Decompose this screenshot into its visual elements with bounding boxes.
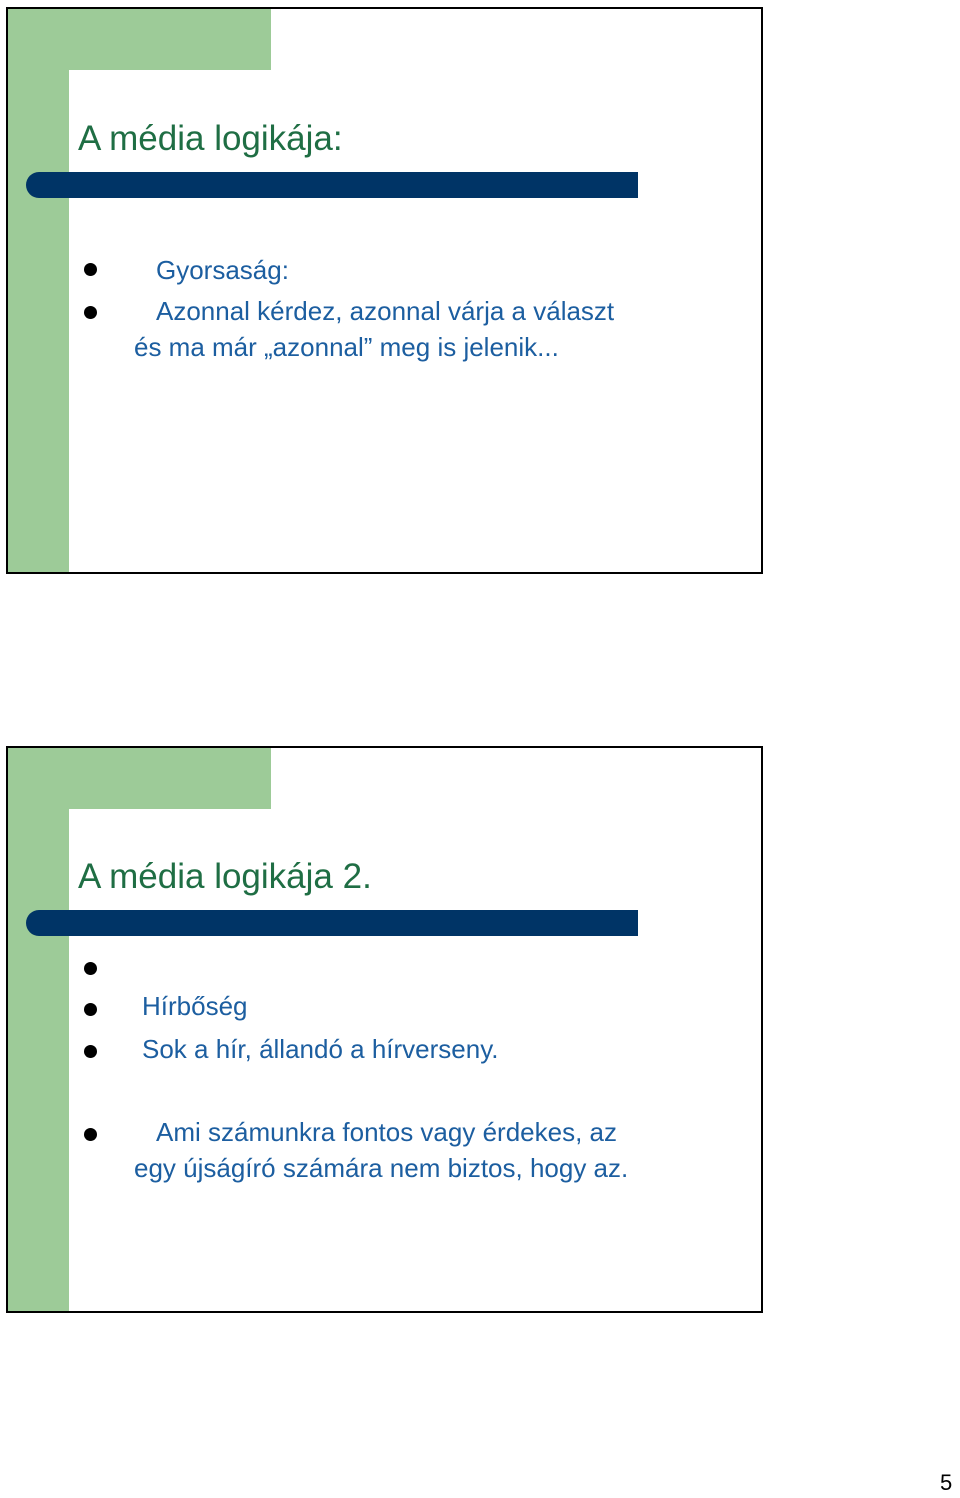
accent-band-left — [8, 9, 69, 572]
slide-1 — [6, 7, 763, 574]
slide-2 — [6, 746, 763, 1313]
bullet-text-continued: és ma már „azonnal” meg is jelenik... — [134, 332, 559, 362]
page-number: 5 — [940, 1470, 953, 1495]
bullet-dot — [84, 1128, 97, 1141]
bullet-text: Hírbőség — [142, 991, 248, 1021]
bullet-dot — [84, 263, 97, 276]
slide-title: A média logikája 2. — [78, 857, 372, 896]
bullet-dot — [84, 962, 97, 975]
bullet-dot — [84, 1003, 97, 1016]
bullet-text: Sok a hír, állandó a hírverseny. — [142, 1034, 499, 1064]
slide-title: A média logikája: — [78, 119, 343, 158]
bullet-text-continued: egy újságíró számára nem biztos, hogy az. — [134, 1153, 629, 1183]
bullet-text: Azonnal kérdez, azonnal várja a választ — [156, 296, 615, 326]
bullet-text: Gyorsaság: — [156, 255, 289, 285]
bullet-dot — [84, 1045, 97, 1058]
bullet-dot — [84, 306, 97, 319]
title-underline-bar — [26, 172, 638, 198]
title-underline-bar — [26, 910, 638, 936]
bullet-text: Ami számunkra fontos vagy érdekes, az — [156, 1117, 617, 1147]
accent-band-left — [8, 748, 69, 1311]
